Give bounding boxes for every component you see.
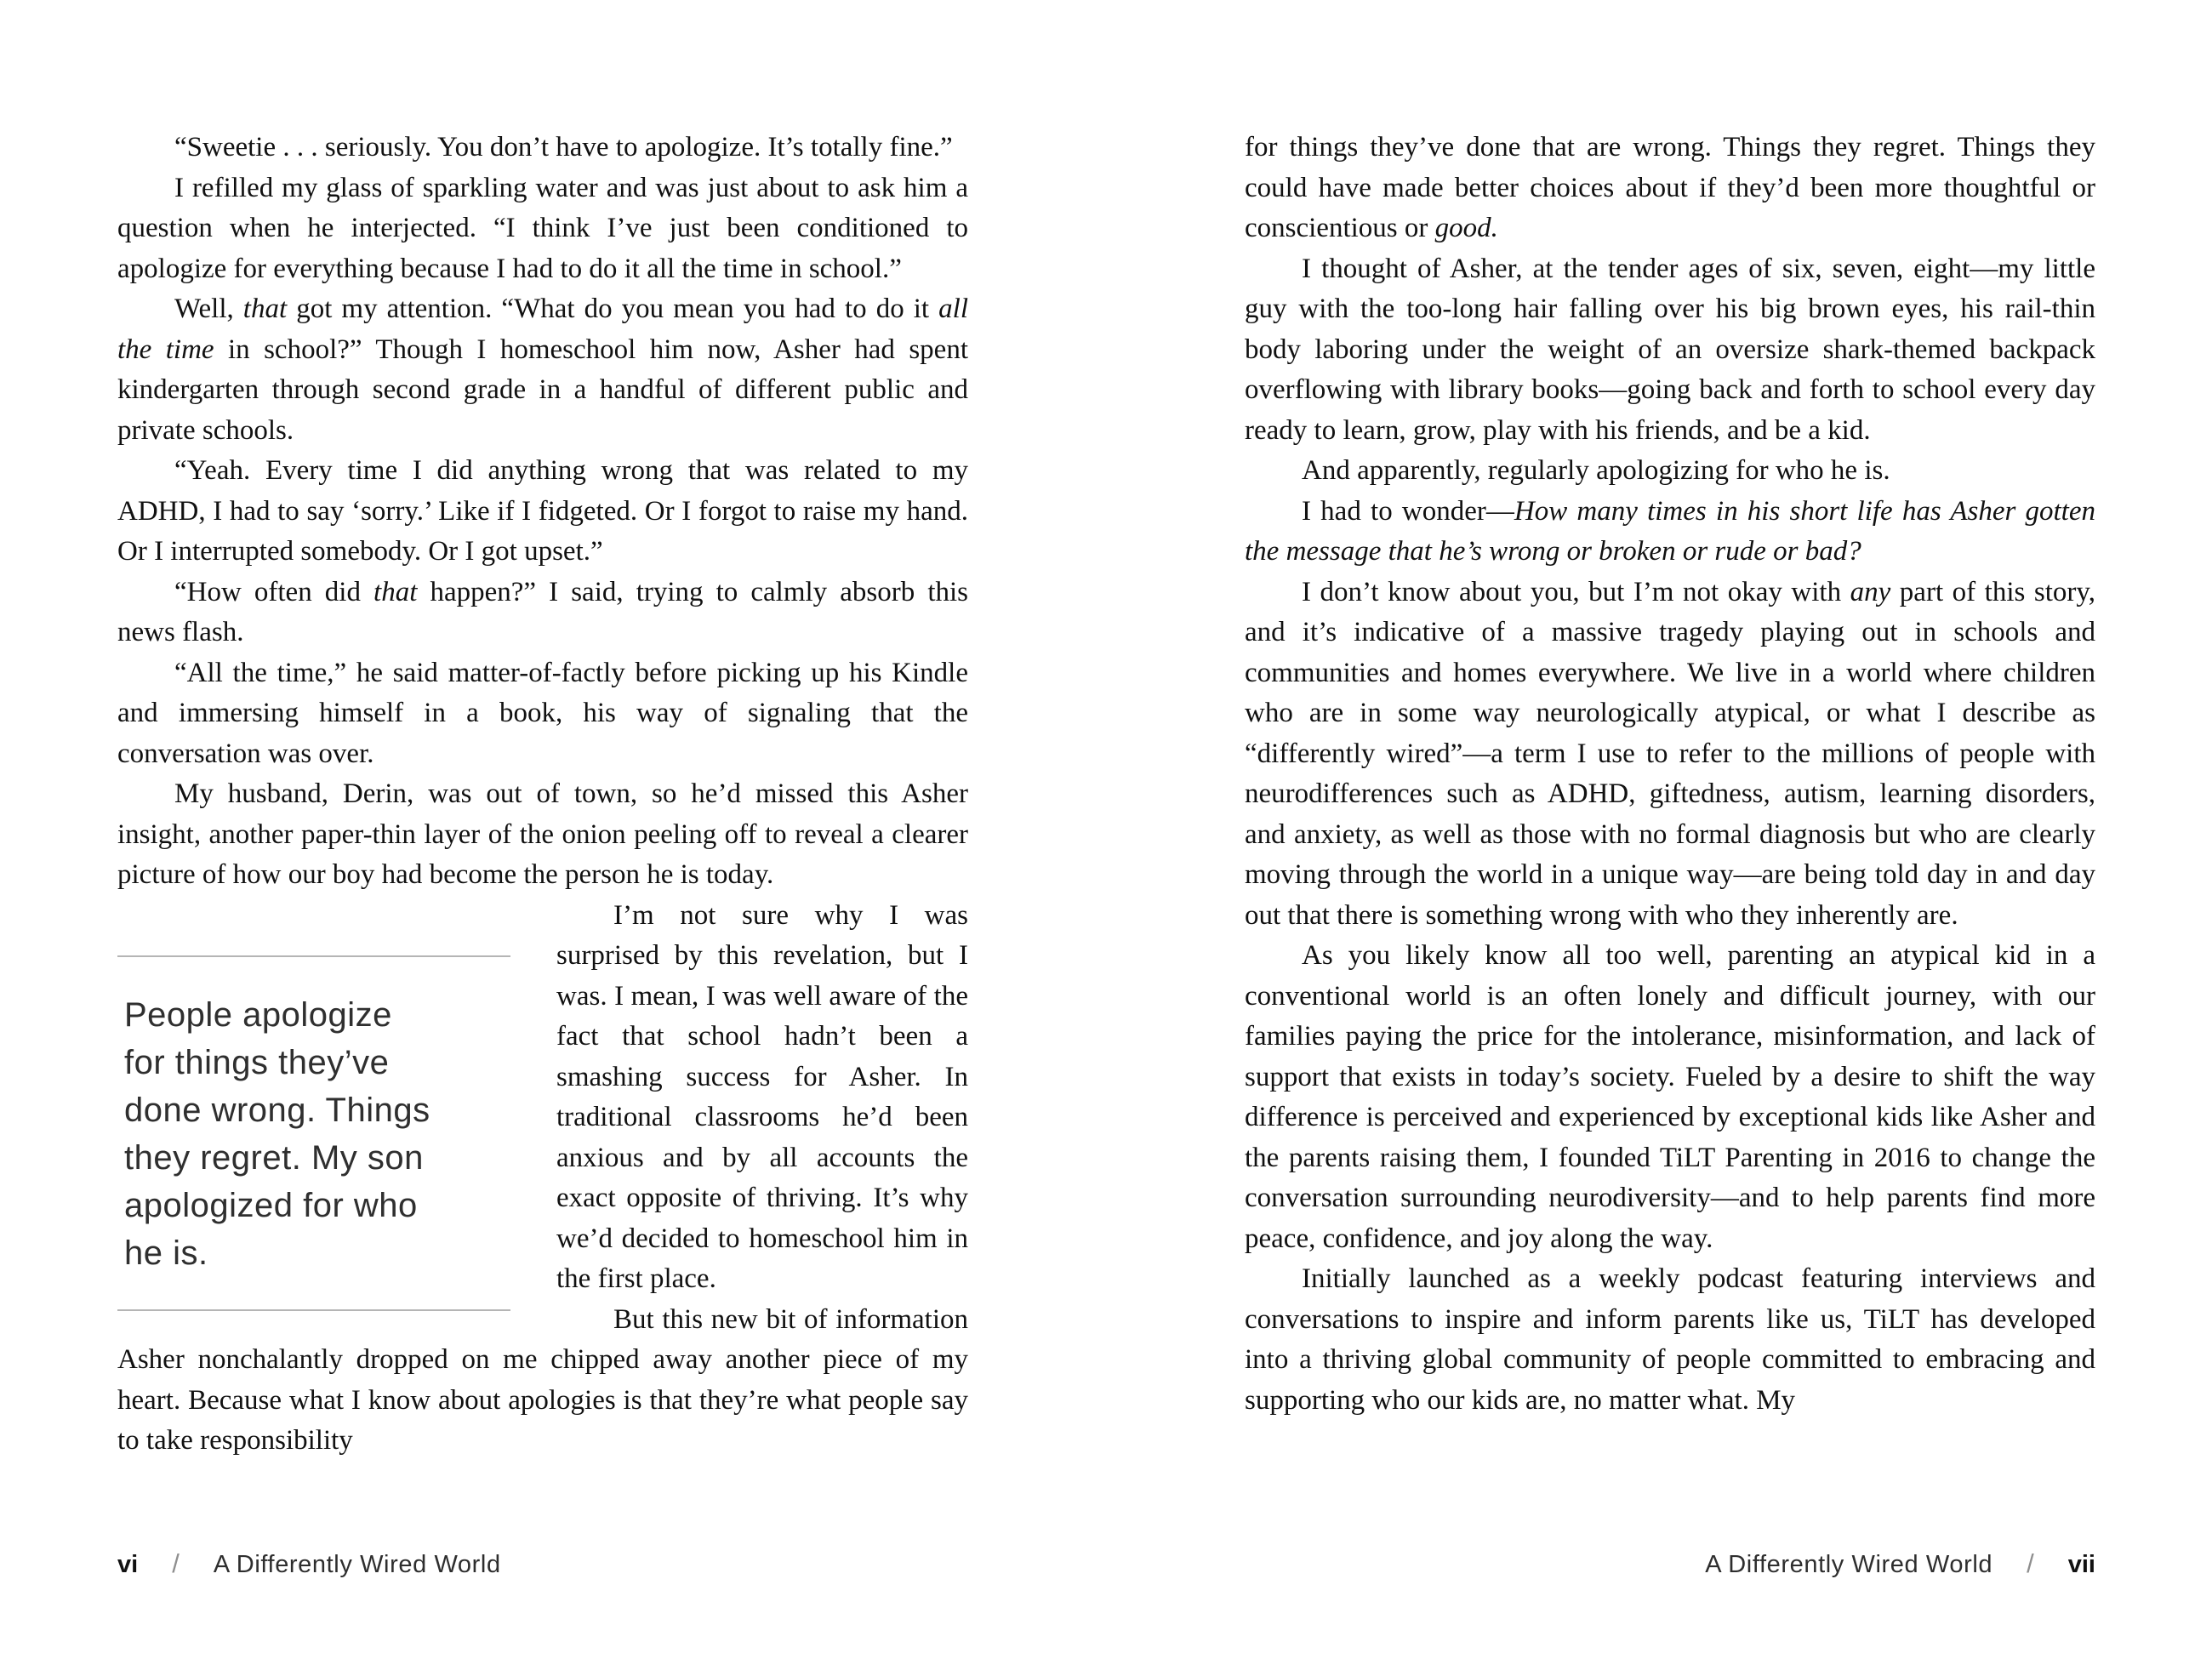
right-body	[1245, 128, 2095, 1421]
paragraph: I thought of Asher, at the tender ages of six, seven, eight—my little guy with the too-long hair falling over his big brown eyes, his rail-thin body laboring under the weight of an oversize shark-themed backpack overflowing with library books—going back and forth to school every day ready to learn, grow, play with his friends, and be a kid.	[1245, 253, 2095, 446]
paragraph: “Yeah. Every time I did anything wrong that was related to my ADHD, I had to say ‘sorry.’ Like if I fidgeted. Or I forgot to raise my hand. Or I interrupted somebody. Or I got upset.”	[117, 455, 968, 567]
pull-quote-line: they regret. My son	[124, 1138, 424, 1177]
footer-separator-icon: /	[2027, 1548, 2034, 1578]
pull-quote	[117, 955, 510, 1311]
paragraph: “How often did that happen?” I said, trying to calmly absorb this news flash.	[117, 576, 968, 647]
pull-quote-text	[124, 991, 505, 1277]
paragraph: I had to wonder—How many times in his short life has Asher gotten the message that he’s wrong or broken or rude or bad?	[1245, 495, 2095, 567]
paragraph: I don’t know about you, but I’m not okay with any part of this story, and it’s indicative of a massive tragedy playing out in schools and communities and homes everywhere. We live in a world where children who are in some way neurologically atypical, or what I describe as “differently wired”—a term I use to refer to the millions of people with neurodifferences such as ADHD, giftedness, autism, learning disorders, and anxiety, as well as those with no formal diagnosis but who are clearly moving through the world in a unique way—are being told day in and day out that there is something wrong with who they inherently are.	[1245, 576, 2095, 931]
pull-quote-line: People apologize	[124, 995, 392, 1034]
pull-quote-line: apologized for who	[124, 1186, 418, 1224]
right-page-number: vii	[2067, 1551, 2095, 1578]
paragraph: Well, that got my attention. “What do you mean you had to do it all the time in school?” Though I homeschool him now, Asher had spent kindergarten through second grade in a handful of different public and private schools.	[117, 294, 968, 446]
paragraph: “Sweetie . . . seriously. You don’t have to apologize. It’s totally fine.”	[174, 132, 953, 162]
pull-quote-line: for things they’ve	[124, 1043, 390, 1081]
pull-quote-line: done wrong. Things	[124, 1091, 430, 1129]
left-body-upper	[117, 128, 968, 896]
paragraph: As you likely know all too well, parenting an atypical kid in a conventional world is an often lonely and difficult journey, with our families paying the price for the intolerance, misinformation, and lack of support that exists in today’s society. Fueled by a desire to shift the way difference is perceived and experienced by exceptional kids like Asher and the parents raising them, I founded TiLT Parenting in 2016 to change the conversation surrounding neurodiversity—and to help parents find more peace, confidence, and joy along the way.	[1245, 940, 2095, 1254]
paragraph: But this new bit of information Asher nonchalantly dropped on me chipped away another piece of my heart. Because what I know about apologies is that they’re what people say to take responsibility	[117, 1303, 968, 1456]
paragraph: I refilled my glass of sparkling water and was just about to ask him a question when he interjected. “I think I’ve just been conditioned to apologize for everything because I had to do it all the time in school.”	[117, 172, 968, 284]
paragraph: “All the time,” he said matter-of-factly before picking up his Kindle and immersing himself in a book, his way of signaling that the conversation was over.	[117, 657, 968, 769]
running-title: A Differently Wired World	[213, 1551, 501, 1578]
paragraph: And apparently, regularly apologizing for who he is.	[1302, 455, 1890, 486]
running-title: A Differently Wired World	[1705, 1551, 1993, 1578]
left-page-body	[117, 128, 968, 1462]
pull-quote-line: he is.	[124, 1234, 208, 1272]
paragraph: for things they’ve done that are wrong. Things they regret. Things they could have made better choices about if they’d been more thoughtful or conscientious or good.	[1245, 132, 2095, 243]
left-page-number: vi	[117, 1551, 139, 1578]
paragraph: I’m not sure why I was surprised by this revelation, but I was. I mean, I was well aware of the fact that school hadn’t been a smashing success for Asher. In traditional classrooms he’d been anxious and by all accounts the exact opposite of thriving. It’s why we’d decided to homeschool him in the first place.	[556, 899, 968, 1294]
right-page-body	[1245, 128, 2095, 1421]
paragraph: My husband, Derin, was out of town, so he’d missed this Asher insight, another paper-thin layer of the onion peeling off to reveal a clearer picture of how our boy had become the person he is today.	[117, 778, 968, 890]
left-footer	[117, 1548, 501, 1579]
page-right	[1106, 0, 2212, 1659]
footer-separator-icon: /	[172, 1548, 180, 1578]
paragraph: Initially launched as a weekly podcast featuring interviews and conversations to inspire and inform parents like us, TiLT has developed into a thriving global community of people committed to embracing and supporting who our kids are, no matter what. My	[1245, 1263, 2095, 1416]
right-footer	[1245, 1548, 2095, 1579]
